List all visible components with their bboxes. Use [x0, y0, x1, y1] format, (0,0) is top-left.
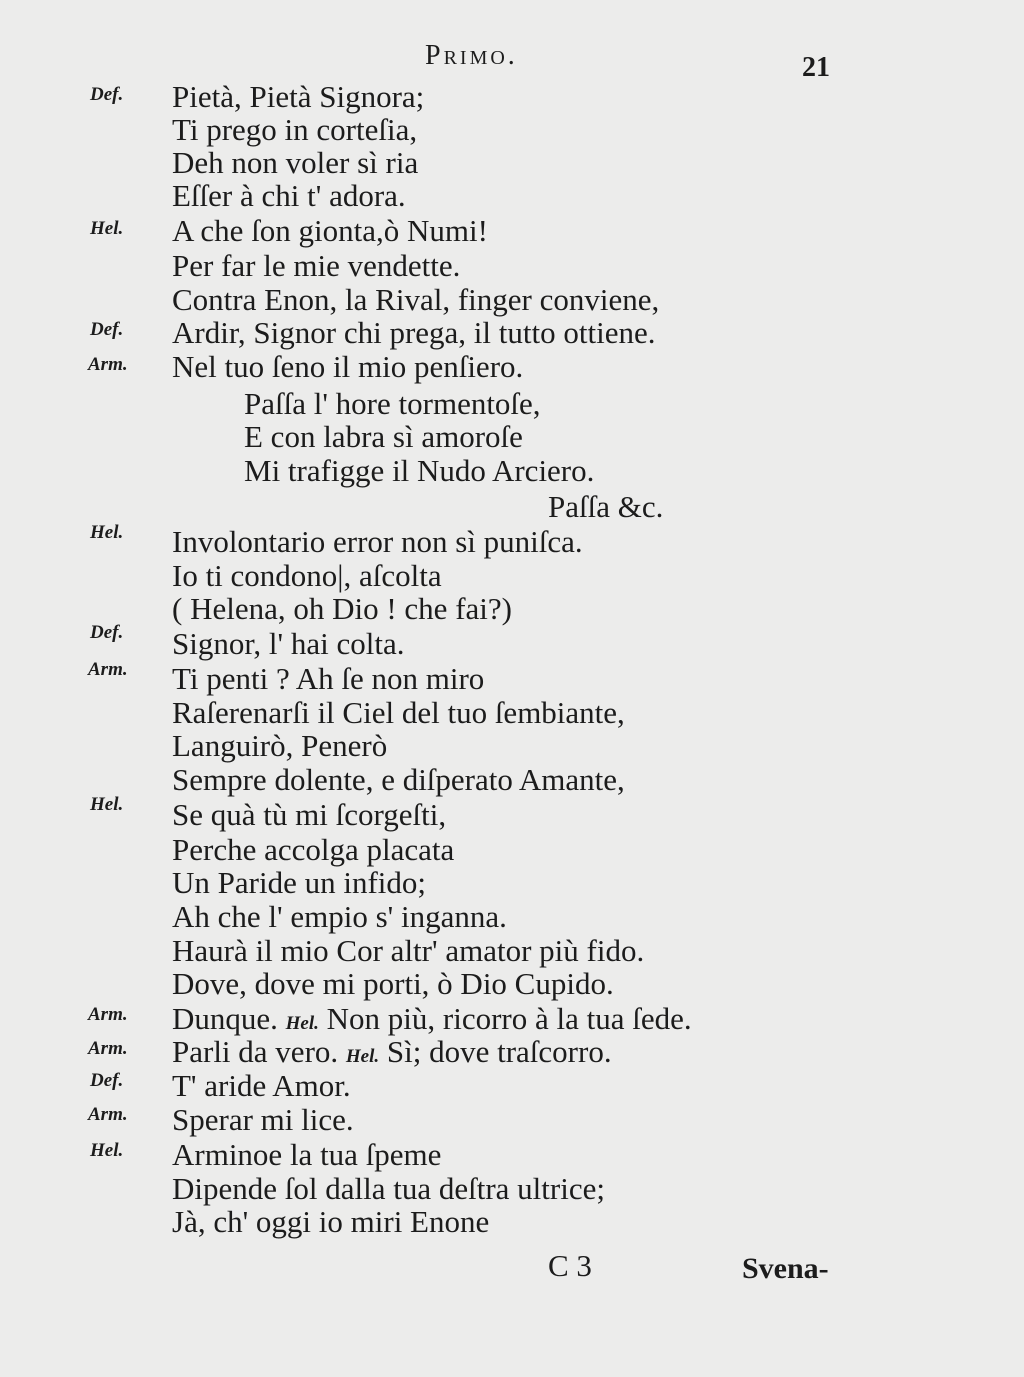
- verse-line: Sempre dolente, e diſperato Amante,: [172, 762, 625, 797]
- speaker-label: Arm.: [88, 354, 128, 375]
- speaker-label: Arm.: [88, 1038, 128, 1059]
- signature-mark: C 3: [548, 1248, 592, 1283]
- verse-line: Signor, l' hai colta.: [172, 626, 405, 661]
- verse-line: Sperar mi lice.: [172, 1102, 354, 1137]
- speaker-label: Hel.: [90, 218, 124, 239]
- catchword: Svena-: [742, 1252, 829, 1285]
- verse-line: E con labra sì amoroſe: [244, 419, 523, 454]
- speaker-label: Hel.: [90, 794, 124, 815]
- speaker-label: Arm.: [88, 1004, 128, 1025]
- verse-line: Languirò, Penerò: [172, 728, 388, 763]
- verse-line: Io ti condono|, aſcolta: [172, 558, 442, 593]
- verse-line: Haurà il mio Cor altr' amator più fido.: [172, 933, 645, 968]
- verse-text: Non più, ricorro à la tua ſede.: [326, 1001, 692, 1036]
- speaker-label: Def.: [90, 84, 124, 105]
- verse-line: Mi trafigge il Nudo Arciero.: [244, 453, 595, 488]
- speaker-label: Hel.: [90, 522, 124, 543]
- verse-line: Deh non voler sì ria: [172, 145, 419, 180]
- speaker-label: Def.: [90, 1070, 124, 1091]
- verse-line: Involontario error non sì puniſca.: [172, 524, 583, 559]
- inline-speaker-label: Hel.: [285, 1013, 319, 1034]
- running-head: Primo.: [425, 40, 518, 71]
- verse-line: Jà, ch' oggi io miri Enone: [172, 1204, 490, 1239]
- verse-line: Eſſer à chi t' adora.: [172, 178, 406, 213]
- page-number: 21: [802, 52, 830, 83]
- verse-line: T' aride Amor.: [172, 1068, 351, 1103]
- verse-line: ( Helena, oh Dio ! che fai?): [172, 591, 512, 626]
- verse-line: Contra Enon, la Rival, finger conviene,: [172, 282, 660, 317]
- verse-line: Perche accolga placata: [172, 832, 455, 867]
- verse-line: Pietà, Pietà Signora;: [172, 79, 425, 114]
- verse-line: Arminoe la tua ſpeme: [172, 1137, 442, 1172]
- verse-line: Ti penti ? Ah ſe non miro: [172, 661, 485, 696]
- verse-line: Ti prego in corteſia,: [172, 112, 418, 147]
- speaker-label: Arm.: [88, 1104, 128, 1125]
- verse-line: Per far le mie vendette.: [172, 248, 461, 283]
- verse-line: Paſſa l' hore tormentoſe,: [244, 386, 541, 421]
- speaker-label: Hel.: [90, 1140, 124, 1161]
- verse-text: Dunque.: [172, 1001, 278, 1036]
- speaker-label: Def.: [90, 319, 124, 340]
- verse-line: Nel tuo ſeno il mio penſiero.: [172, 349, 524, 384]
- verse-line: Dipende ſol dalla tua deſtra ultrice;: [172, 1171, 605, 1206]
- verse-line: Paſſa &c.: [548, 489, 664, 524]
- verse-line: Ah che l' empio s' inganna.: [172, 899, 507, 934]
- speaker-label: Def.: [90, 622, 124, 643]
- verse-text: Parli da vero.: [172, 1034, 339, 1069]
- verse-line: Un Paride un infido;: [172, 865, 426, 900]
- verse-line: A che ſon gionta,ò Numi!: [172, 213, 488, 248]
- verse-line: Ardir, Signor chi prega, il tutto ottiene.: [172, 315, 656, 350]
- verse-line: Raſerenarſi il Ciel del tuo ſembiante,: [172, 695, 625, 730]
- verse-line: Se quà tù mi ſcorgeſti,: [172, 797, 447, 832]
- verse-line: Dove, dove mi porti, ò Dio Cupido.: [172, 966, 614, 1001]
- verse-text: Sì; dove traſcorro.: [386, 1034, 612, 1069]
- speaker-label: Arm.: [88, 659, 128, 680]
- inline-speaker-label: Hel.: [345, 1046, 380, 1067]
